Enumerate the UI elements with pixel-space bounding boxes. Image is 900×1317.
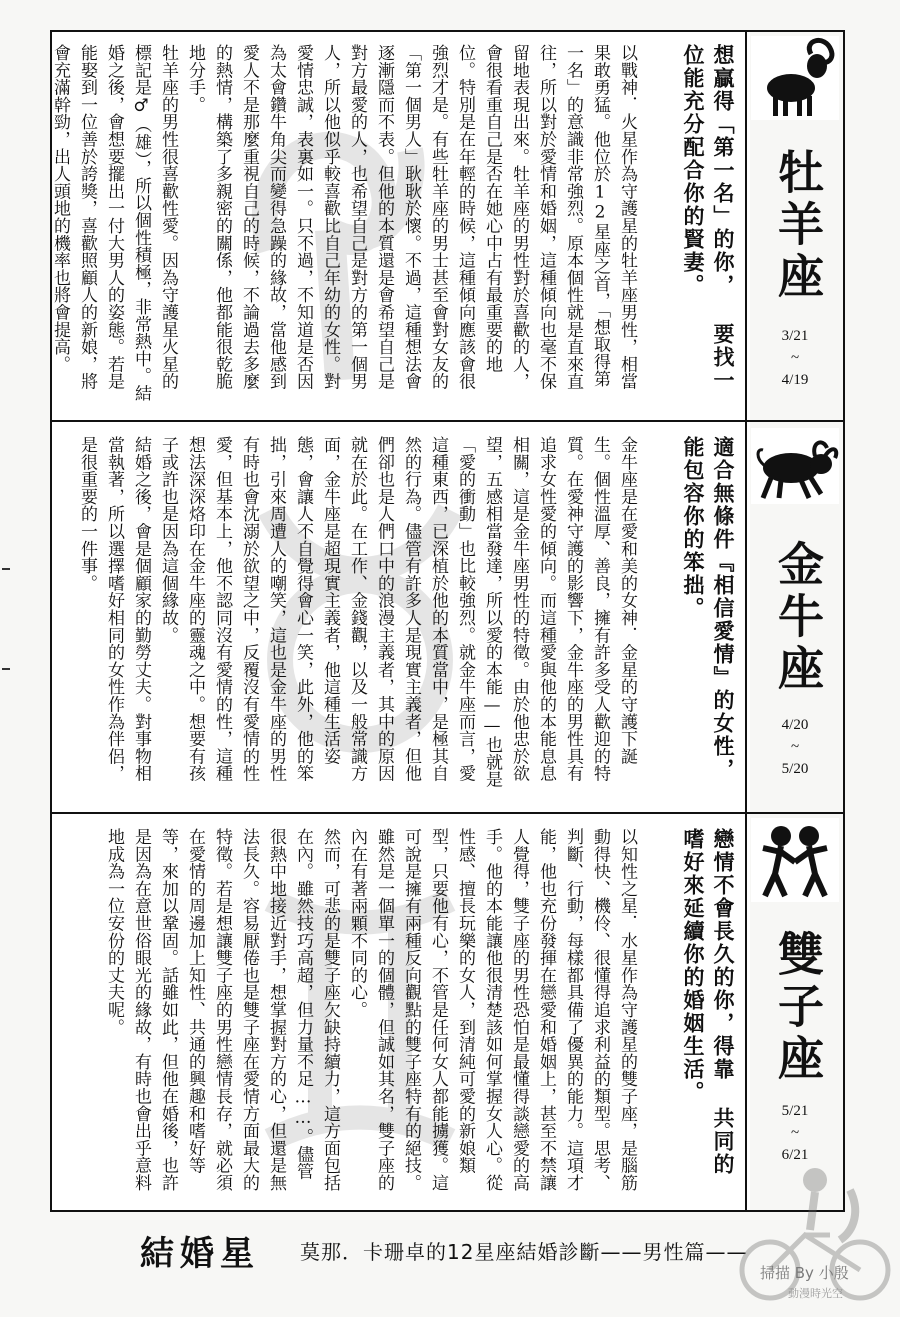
footer-subtitle: 莫那．卡珊卓的12星座結婚診斷——男性篇——: [300, 1240, 748, 1264]
frame-top: [50, 30, 845, 32]
gemini-icon-box: [747, 818, 843, 902]
gemini-sign-name: 雙子座: [771, 930, 825, 1086]
taurus-headline: 適合無條件『相信愛情』的女性， 能包容你的笨拙。: [681, 436, 735, 781]
aries-headline: 想贏得「第一名」的你， 要找一位能充分配合你的賢妻。: [681, 44, 735, 392]
aries-icon-box: [747, 36, 843, 120]
taurus-date-end: 5/20: [781, 761, 809, 777]
divider-2: [50, 812, 845, 814]
gemini-body: 以知性之星．水星作為守護星的雙子座，是腦筋動得快、機伶、很懂得追求利益的類型。思考、判斷、行動，每樣都具備了優異的能力。這項才能，他也充份發揮在戀愛和婚姻上，甚至不禁讓人覺得，雙子座的男性恐怕是最懂得談戀愛的高手。他的本能讓他很清楚該如何掌握女人心。從性感、擅長玩樂的女人，到清純可愛的新娘類型，只要他有心，不管是任何女人都能擄獲。這可說是擁有兩種反向觀點的雙子座特有的絕技。雖然是一個單一的個體，但誠如其名，雙子座的內在有著兩顆不同的心。 然而，可悲的是雙子座欠缺持續力，這方面包括在內。雖然技巧高超，但力量不足……。儘管很熱中地接近對手，想掌握對方的心，但還是無法長久。容易厭倦也是雙子座在愛情方面最大的特徵。若是想讓雙子座的男性戀情長存，就必須在愛情的周邊加上知性、共通的興趣和嗜好等等，來加以鞏固。話雖如此，但他在婚後，也許是因為在意世俗眼光的緣故，有時也會出乎意料地成為一位安份的丈夫呢。: [104, 828, 637, 1192]
twins-icon: [751, 818, 839, 902]
aries-dates: [747, 325, 843, 391]
aries-body: 以戰神．火星作為守護星的牡羊座男性，相當果敢勇猛。他位於12星座之首，「想取得第一名」的意識非常強烈。原本個性就是直來直往，所以對於愛情和婚姻，這種傾向也毫不保留地表現出來。牡羊座的男性對於喜歡的人，會很看重自己是否在她心中占有最重要的地位。特別是在年輕的時候，這種傾向應該會很強烈才是。有些牡羊座的男士甚至會對女友的「第一個男人」耿耿於懷。不過，這種想法會逐漸隱而不表。但他的本質還是會希望自己是對方最愛的人，也希望自己是對方的第一個男人，所以他似乎較喜歡比自己年幼的女性。對愛情忠誠，表裏如一。只不過，不知道是否因為太會鑽牛角尖而變得急躁的緣故，當他感到愛人不是那麼重視自己的時候，不論過去多麼的熱情，構築了多親密的關係，他都能很乾脆地分手。 牡羊座的男性很喜歡性愛。因為守護星火星的標記是♂（雄），所以個性積極，非常熱中。結婚之後，會想要擺出一付大男人的姿態。若是能娶到一位善於誇獎，喜歡照顧人的新娘，將會充滿幹勁，出人頭地的機率也將會提高。: [50, 44, 637, 402]
footer-title: 結婚星: [140, 1234, 260, 1274]
gemini-headline: 戀情不會長久的你，得靠 共同的嗜好來延續你的婚姻生活。: [681, 828, 735, 1176]
ram-icon: [751, 36, 839, 120]
scan-credit: 掃描 By 小殷: [760, 1264, 849, 1282]
margin-tick-1: [2, 568, 10, 570]
aries-date-end: 4/19: [781, 372, 809, 388]
gemini-date-start: 5/21: [781, 1103, 809, 1119]
bull-icon: [751, 428, 839, 504]
aries-date-start: 3/21: [781, 328, 809, 344]
taurus-sign-name: 金牛座: [771, 540, 825, 696]
taurus-icon-box: [747, 428, 843, 504]
taurus-date-start: 4/20: [781, 717, 809, 733]
frame-sidebar-left: [745, 30, 747, 1212]
margin-tick-2: [2, 668, 10, 670]
gemini-date-end: 6/21: [781, 1147, 809, 1163]
aries-sign-name: 牡羊座: [771, 148, 825, 304]
divider-1: [50, 420, 845, 422]
gemini-date-sep: ~: [790, 1125, 800, 1141]
scan-credit-site: 動漫時光空: [788, 1287, 843, 1300]
taurus-body: 金牛座是在愛和美的女神．金星的守護下誕生。個性溫厚、善良，擁有許多受人歡迎的特質。在愛神守護的影響下，金牛座的男性具有追求女性愛的傾向。而這種愛與他的本能息息相關，這是金牛座男性的特徵。由於他忠於欲望，五感相當發達，所以愛的本能——也就是「愛的衝動」也比較強烈。就金牛座而言，愛這種東西，已深植於他的本質當中，是極其自然的行為。儘管有許多人是現實主義者，但他們卻也是人們口中的浪漫主義者，其中的原因就在於此。在工作、金錢觀，以及一般常識方面，金牛座是超現實主義者，他這種生活姿態，會讓人不自覺得會心一笑，此外，他的笨拙，引來周遭人的嘲笑，這也是金牛座的男性有時也會沈溺於欲望之中，反覆沒有愛情的性愛，但基本上，他不認同沒有愛情的性，這種想法深深烙印在金牛座的靈魂之中。想要有孩子或許也是因為這個緣故。 結婚之後，會是個顧家的勤勞丈夫。對事物相當執著，所以選擇嗜好相同的女性作為伴侶，是很重要的一件事。: [77, 436, 637, 788]
frame-right: [843, 30, 845, 1212]
taurus-dates: [747, 714, 843, 780]
taurus-date-sep: ~: [790, 739, 800, 755]
frame-bottom: [50, 1210, 845, 1212]
aries-date-sep: ~: [790, 350, 800, 366]
